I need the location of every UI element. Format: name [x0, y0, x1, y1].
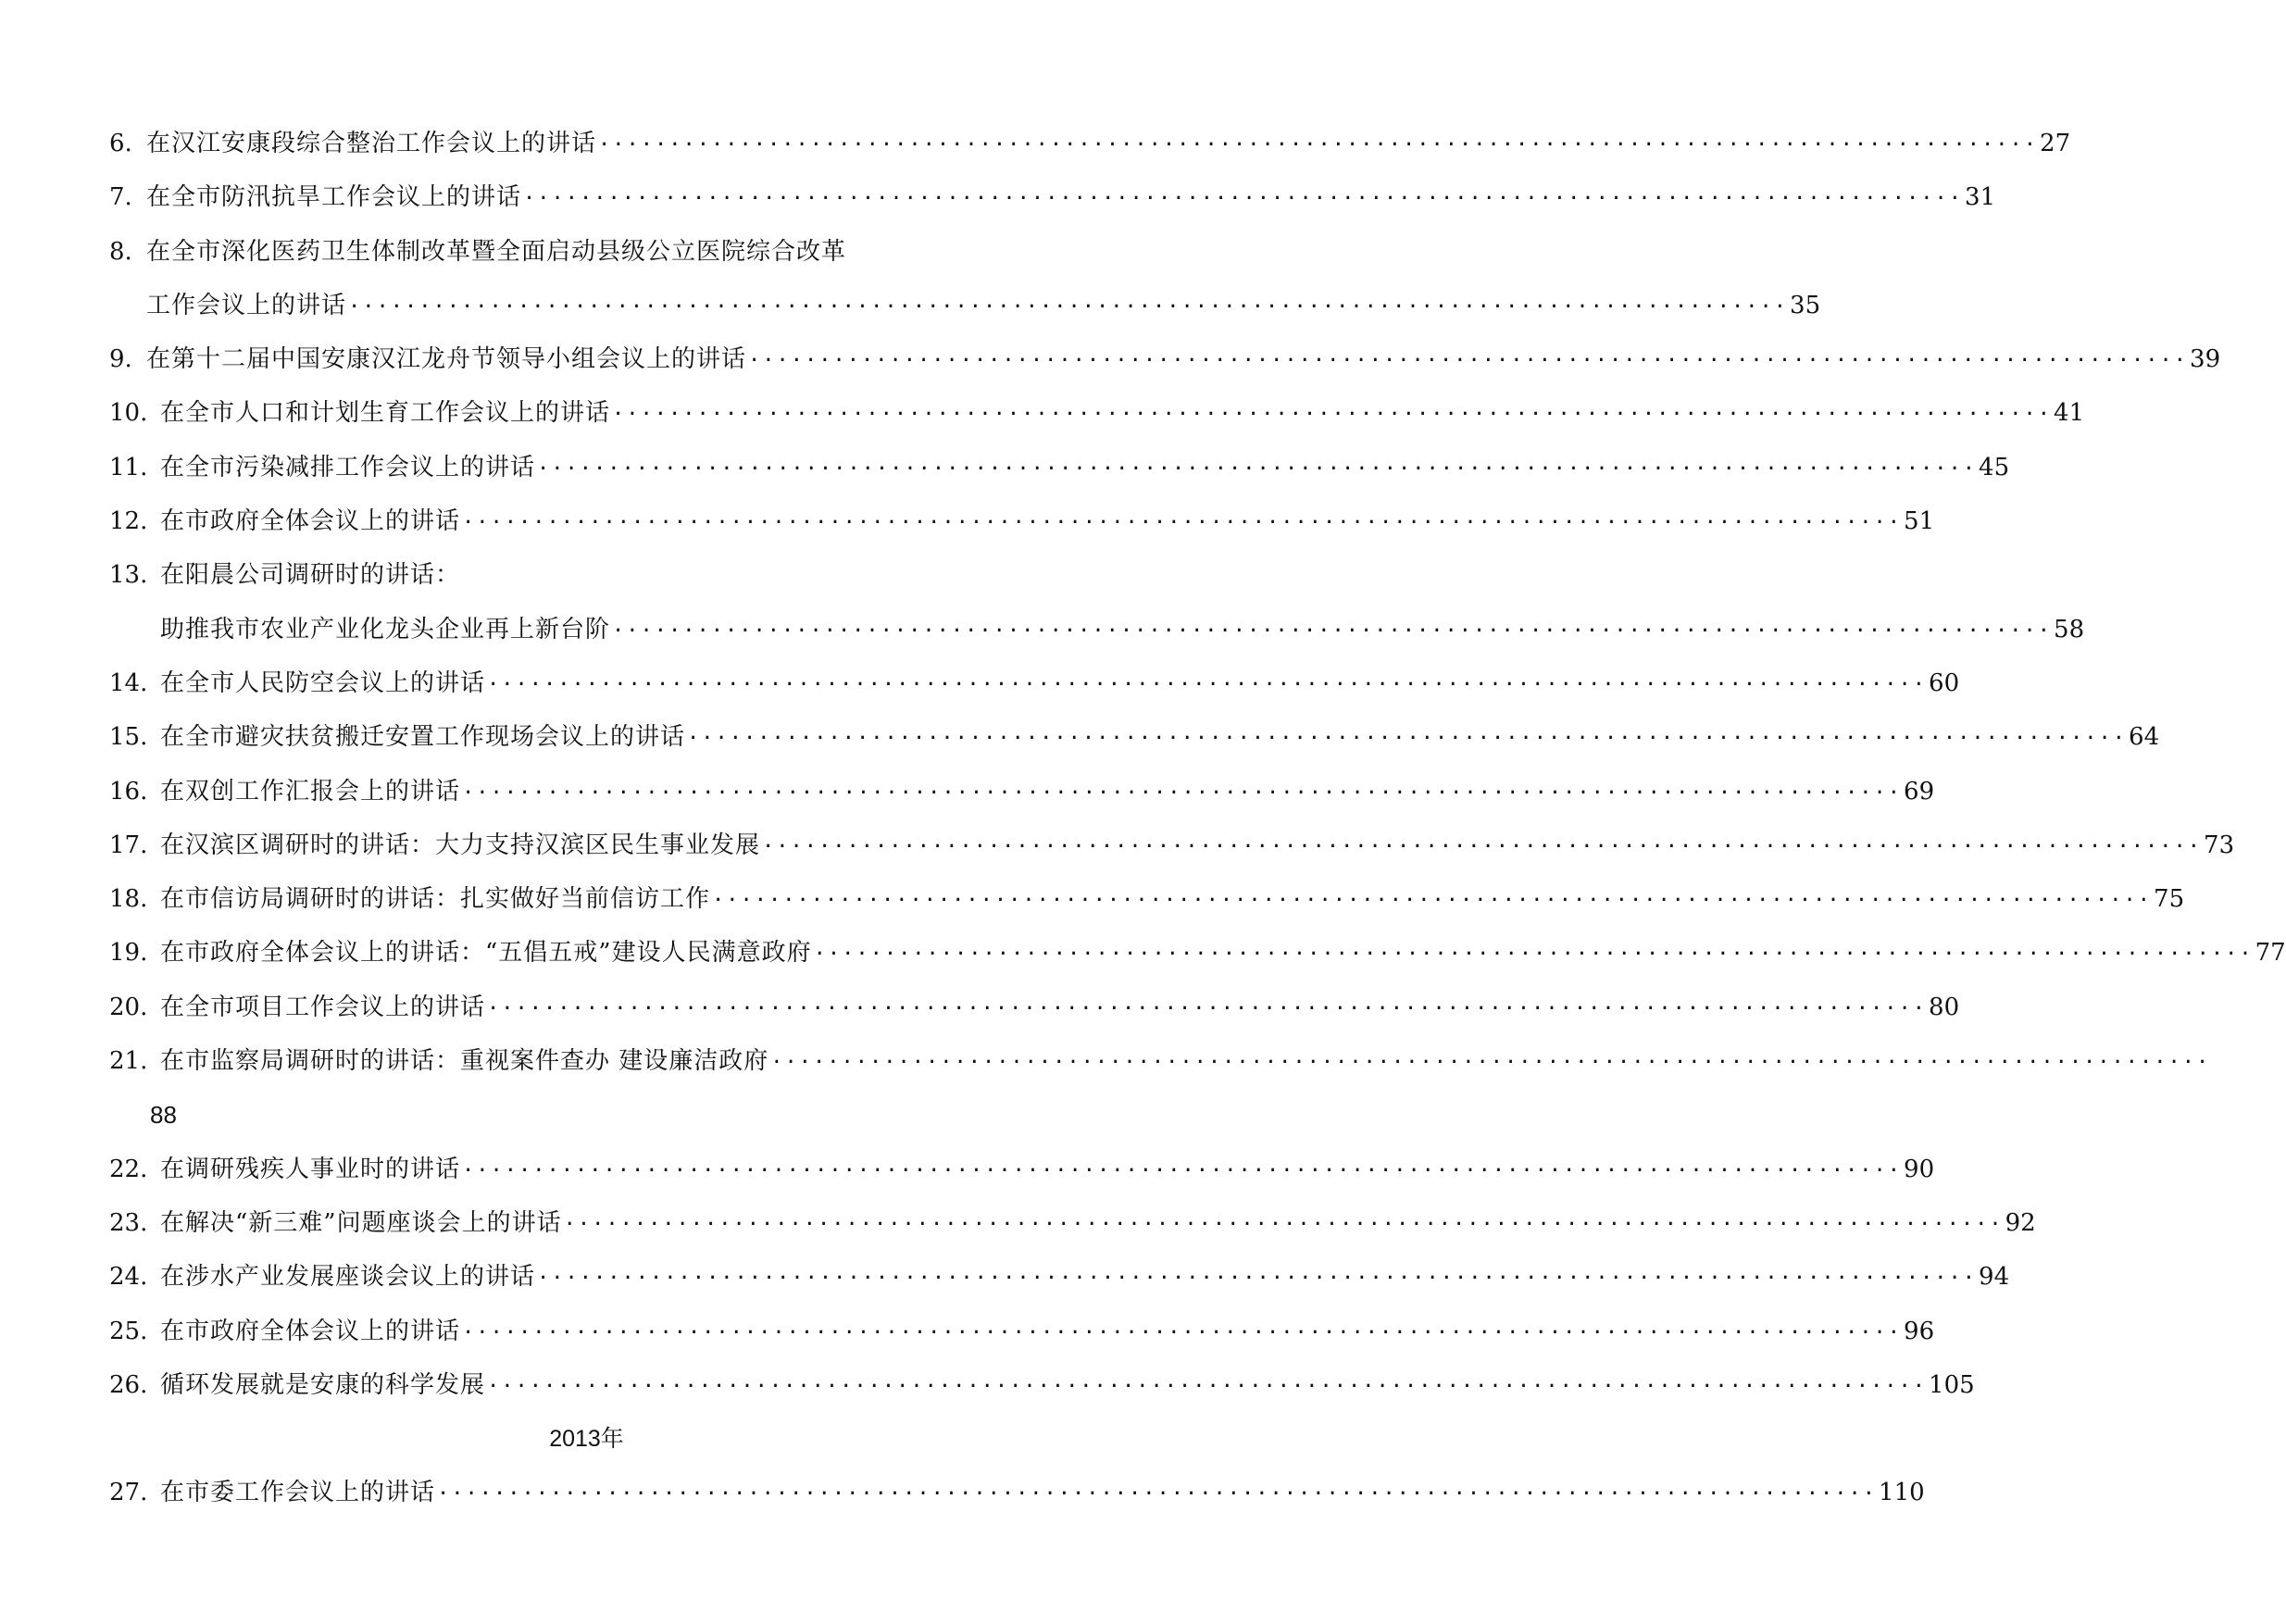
toc-entry[interactable]: [109, 332, 2221, 386]
page-number: 64: [2129, 723, 2160, 752]
entry-number: 24.: [109, 1263, 148, 1292]
entry-title: 在第十二届中国安康汉江龙舟节领导小组会议上的讲话: [146, 345, 747, 374]
entry-number: 17.: [109, 831, 148, 859]
dot-leader: ······································································································: [523, 187, 1964, 211]
page-number: 35: [1790, 291, 1821, 319]
entry-number: 14.: [109, 668, 148, 697]
entry-number: 6.: [109, 130, 132, 157]
toc-group-b: [109, 332, 2221, 548]
page-number: 80: [1929, 993, 1960, 1021]
year-heading: 2013年: [549, 1426, 624, 1453]
entry-number: 15.: [109, 723, 148, 752]
dot-leader: ······································································································: [348, 294, 1789, 319]
page-number: 75: [2154, 885, 2185, 914]
toc-entry[interactable]: [109, 1143, 1935, 1196]
entry-title: 在汉滨区调研时的讲话：大力支持汉滨区民生事业发展: [160, 831, 761, 859]
entry-title-continued: 助推我市农业产业化龙头企业再上新台阶: [160, 615, 611, 643]
entry-number: 8.: [109, 237, 132, 266]
page-number: 41: [2054, 399, 2085, 428]
table-of-contents: [109, 117, 2286, 1520]
dot-leader: ······································································································: [770, 1051, 2211, 1075]
toc-entry[interactable]: [109, 765, 1935, 818]
entry-number: 9.: [109, 345, 132, 374]
page-number: 39: [2190, 345, 2221, 374]
entry-title: 在全市人民防空会议上的讲话: [160, 668, 486, 697]
page-number: 45: [1979, 453, 2010, 481]
dot-leader: ······································································································: [563, 1212, 2004, 1236]
entry-number: 20.: [109, 993, 148, 1021]
toc-entry[interactable]: [109, 656, 1960, 710]
entry-title-continued: 工作会议上的讲话: [146, 291, 347, 319]
entry-number: 11.: [109, 453, 148, 481]
toc-group-e: [109, 1466, 1925, 1519]
entry-number: 12.: [109, 507, 148, 536]
dot-leader: ······································································································: [612, 618, 2053, 643]
entry-title: 在市监察局调研时的讲话：重视案件查办 建设廉洁政府: [160, 1047, 769, 1076]
toc-entry[interactable]: [109, 1358, 1975, 1412]
toc-group-c: [109, 656, 2286, 1034]
entry-title: 在汉江安康段综合整治工作会议上的讲话: [146, 130, 597, 157]
toc-entry-13-line2[interactable]: [109, 603, 2085, 656]
page-number: 96: [1904, 1317, 1935, 1345]
page-number: 92: [2005, 1208, 2036, 1237]
entry-title: 在市政府全体会议上的讲话: [160, 1317, 461, 1345]
dot-leader: ······································································································: [537, 1267, 1978, 1291]
entry-number: 10.: [109, 399, 148, 428]
entry-title: 在市政府全体会议上的讲话：“五倡五戒”建设人民满意政府: [160, 939, 812, 968]
entry-number: 7.: [109, 183, 132, 212]
dot-leader: ······································································································: [462, 1158, 1903, 1182]
toc-entry-21-page: [109, 1088, 1040, 1142]
page-number: 77: [2255, 939, 2286, 968]
toc-entry[interactable]: [109, 818, 2235, 872]
toc-entry[interactable]: [109, 1305, 1935, 1358]
toc-entry[interactable]: [109, 170, 1996, 224]
toc-entry[interactable]: [109, 441, 2010, 494]
dot-leader: ······································································································: [813, 943, 2254, 967]
dot-leader: ······································································································: [462, 781, 1903, 805]
entry-title: 在阳晨公司调研时的讲话：: [160, 561, 461, 590]
entry-number: 26.: [109, 1370, 148, 1399]
entry-title: 在全市避灾扶贫搬迁安置工作现场会议上的讲话: [160, 723, 686, 752]
dot-leader: ······································································································: [762, 834, 2203, 858]
dot-leader: ······································································································: [487, 996, 1928, 1020]
dot-leader: ······································································································: [712, 889, 2153, 913]
dot-leader: ······································································································: [537, 456, 1978, 481]
page-number: 105: [1929, 1370, 1975, 1399]
toc-entry[interactable]: [109, 926, 2286, 980]
entry-number: 19.: [109, 939, 148, 968]
dot-leader: ······································································································: [612, 403, 2053, 427]
toc-entry-13-line1[interactable]: [109, 548, 1040, 602]
dot-leader: ······································································································: [748, 349, 2189, 373]
dot-leader: ······································································································: [437, 1482, 1878, 1506]
entry-number: 18.: [109, 885, 148, 914]
toc-entry[interactable]: [109, 386, 2085, 440]
page-number: 31: [1965, 183, 1996, 212]
toc-group-a: [109, 117, 2071, 225]
entry-title: 在全市污染减排工作会议上的讲话: [160, 453, 536, 481]
page-number: 110: [1879, 1479, 1925, 1507]
entry-title: 在市信访局调研时的讲话：扎实做好当前信访工作: [160, 885, 711, 914]
entry-title: 在调研残疾人事业时的讲话: [160, 1155, 461, 1183]
entry-title: 在全市项目工作会议上的讲话: [160, 993, 486, 1021]
dot-leader: ······································································································: [598, 133, 2039, 156]
page-number: 51: [1904, 507, 1935, 536]
toc-entry-8-line2[interactable]: [109, 279, 1821, 332]
toc-entry[interactable]: [109, 494, 1935, 548]
entry-title: 在市委工作会议上的讲话: [160, 1479, 436, 1507]
entry-title: 在涉水产业发展座谈会议上的讲话: [160, 1263, 536, 1292]
entry-title: 在市政府全体会议上的讲话: [160, 507, 461, 536]
dot-leader: ······································································································: [462, 1320, 1903, 1344]
page-number: 73: [2204, 831, 2235, 859]
page-number: 69: [1904, 777, 1935, 806]
entry-number: 13.: [109, 561, 148, 590]
dot-leader: ······································································································: [462, 511, 1903, 535]
entry-number: 22.: [109, 1155, 148, 1183]
page-number: 27: [2040, 130, 2071, 157]
toc-entry[interactable]: [109, 872, 2185, 926]
toc-group-d: [109, 1143, 2036, 1412]
entry-number: 21.: [109, 1047, 148, 1076]
entry-title: 在全市防汛抗旱工作会议上的讲话: [146, 183, 522, 212]
toc-entry-21[interactable]: [109, 1034, 2211, 1088]
dot-leader: ······································································································: [487, 1374, 1928, 1398]
entry-number: 23.: [109, 1208, 148, 1237]
toc-entry-8-line1[interactable]: [109, 225, 1040, 279]
dot-leader: ······································································································: [487, 672, 1928, 696]
entry-title: 在双创工作汇报会上的讲话: [160, 777, 461, 806]
page-number: 88: [150, 1101, 177, 1130]
entry-number: 27.: [109, 1479, 148, 1507]
entry-title: 在全市人口和计划生育工作会议上的讲话: [160, 399, 611, 428]
page-number: 90: [1904, 1155, 1935, 1183]
toc-entry[interactable]: [109, 981, 1960, 1034]
toc-entry[interactable]: [109, 1466, 1925, 1519]
toc-entry[interactable]: [109, 1196, 2036, 1250]
entry-title: 在全市深化医药卫生体制改革暨全面启动县级公立医院综合改革: [146, 237, 847, 266]
entry-number: 16.: [109, 777, 148, 806]
dot-leader: ······································································································: [687, 727, 2128, 751]
entry-title: 循环发展就是安康的科学发展: [160, 1370, 486, 1399]
toc-entry[interactable]: [109, 1250, 2010, 1304]
page-number: 58: [2054, 615, 2085, 643]
page-number: 94: [1979, 1263, 2010, 1292]
page-number: 60: [1929, 668, 1960, 697]
toc-entry[interactable]: [109, 117, 2071, 170]
entry-number: 25.: [109, 1317, 148, 1345]
entry-title: 在解决“新三难”问题座谈会上的讲话: [160, 1208, 562, 1237]
toc-entry[interactable]: [109, 710, 2160, 764]
